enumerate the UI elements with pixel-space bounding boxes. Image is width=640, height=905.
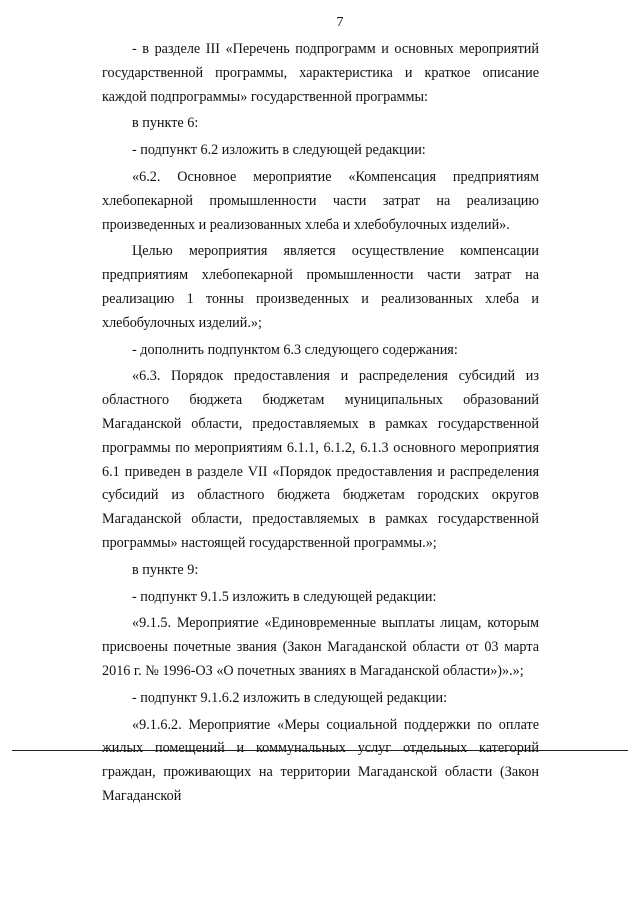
- paragraph-subitem-6-2-instruction: - подпункт 6.2 изложить в следующей редакции:: [132, 142, 426, 159]
- page-number: 7: [336, 15, 344, 30]
- paragraph-subitem-6-2-text: «6.2. Основное мероприятие «Компенсация предприятиям хлебопекарной промышленности части затрат на реализацию произведенных и реализованных хлеба и хлебобулочных изделий».: [102, 168, 539, 233]
- paragraph-subitem-6-3-text: «6.3. Порядок предоставления и распределения субсидий из областного бюджета бюджетам муниципальных образований Магаданской области, предоставляемых в рамках государственной программы по мероприятиям 6.1.1, 6.1.2, 6.1.3 основного мероприятия 6.1 приведен в разделе VII «Порядок предоставления и распределения субсидий из областного бюджета бюджетам городских округов Магаданской области, предоставляемых в рамках государственной программы» настоящей государственной программы.»;: [102, 368, 539, 551]
- paragraph-item-6: в пункте 6:: [132, 115, 199, 132]
- paragraph-subitem-9-1-5-text: «9.1.5. Мероприятие «Единовременные выплаты лицам, которым присвоены почетные звания (Закон Магаданской области от 03 марта 2016 г. № 1996-ОЗ «О почетных званиях в Магаданской области»)».»;: [102, 615, 539, 679]
- paragraph-section-3-intro: - в разделе III «Перечень подпрограмм и основных мероприятий государственной программы, характеристика и краткое описание каждой подпрограммы» государственной программы:: [102, 41, 539, 105]
- paragraph-subitem-9-1-6-2-text: «9.1.6.2. Мероприятие «Меры социальной поддержки по оплате жилых помещений и коммунальных услуг отдельных категорий граждан, проживающих на территории Магаданской области (Закон Магаданской: [102, 716, 539, 804]
- document-body: [102, 38, 539, 809]
- paragraph-goal: Целью мероприятия является осуществление компенсации предприятиям хлебопекарной промышленности части затрат на реализацию 1 тонны произведенных и реализованных хлеба и хлебобулочных изделий.»;: [102, 243, 539, 331]
- paragraph-item-9: в пункте 9:: [132, 561, 199, 578]
- paragraph-subitem-9-1-6-2-instruction: - подпункт 9.1.6.2 изложить в следующей редакции:: [132, 689, 448, 706]
- paragraph-subitem-9-1-5-instruction: - подпункт 9.1.5 изложить в следующей редакции:: [132, 588, 437, 605]
- paragraph-subitem-6-3-instruction: - дополнить подпунктом 6.3 следующего содержания:: [132, 341, 458, 358]
- page-divider: [12, 750, 628, 751]
